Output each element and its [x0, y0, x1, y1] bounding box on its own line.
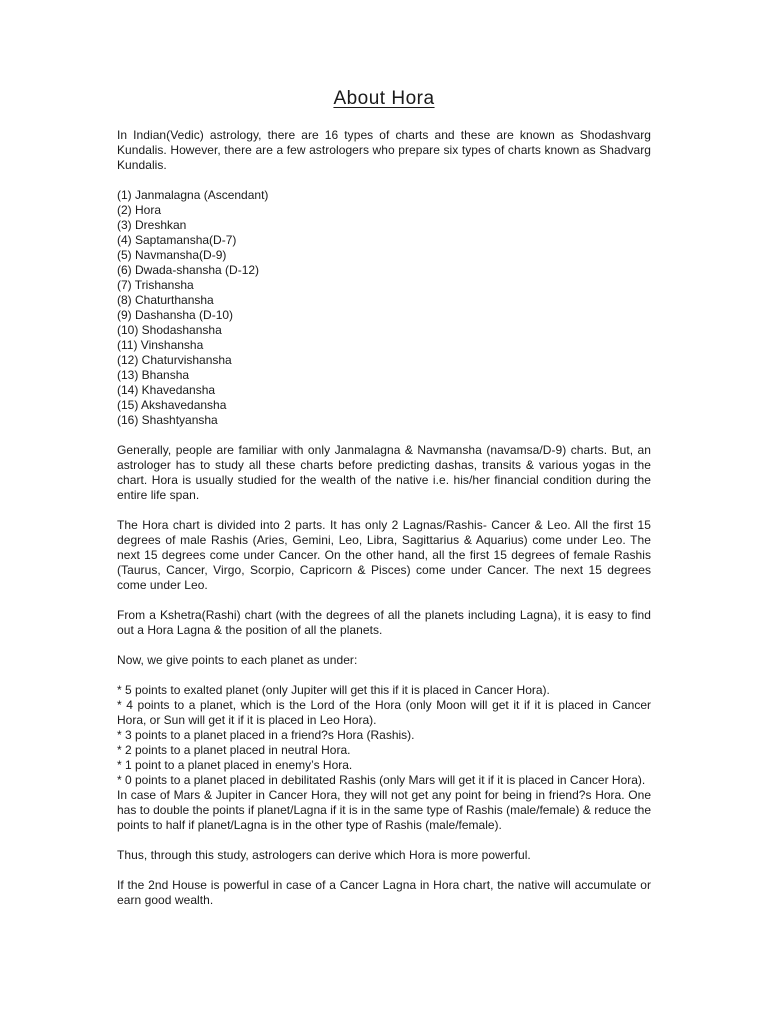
- points-item: * 0 points to a planet placed in debilitated Rashis (only Mars will get it if it is placed in Cancer Hora).: [117, 773, 646, 787]
- wealth-paragraph: If the 2nd House is powerful in case of a Cancer Lagna in Hora chart, the native will accumulate or earn good wealth.: [117, 878, 651, 907]
- list-item: (8) Chaturthansha: [117, 293, 214, 307]
- list-item: (9) Dashansha (D-10): [117, 308, 234, 322]
- conclusion-paragraph: Thus, through this study, astrologers can derive which Hora is more powerful.: [117, 848, 531, 862]
- list-item: (10) Shodashansha: [117, 323, 222, 337]
- points-item: * 1 point to a planet placed in enemy’s Hora.: [117, 758, 353, 772]
- points-item: * 2 points to a planet placed in neutral Hora.: [117, 743, 351, 757]
- list-item: (16) Shashtyansha: [117, 413, 218, 427]
- points-item: * 3 points to a planet placed in a friend?s Hora (Rashis).: [117, 728, 415, 742]
- list-item: (5) Navmansha(D-9): [117, 248, 227, 262]
- list-item: (11) Vinshansha: [117, 338, 204, 352]
- points-note: In case of Mars & Jupiter in Cancer Hora, they will not get any point for being in friend?s Hora. One has to double the points if planet/Lagna if it is in the same type of Rashis (male/female) & reduce the points to half if planet/Lagna is in the other type of Rashis (male/female).: [117, 788, 651, 832]
- list-item: (2) Hora: [117, 203, 162, 217]
- points-item: * 5 points to exalted planet (only Jupiter will get this if it is placed in Cancer Hora).: [117, 683, 550, 697]
- list-item: (14) Khavedansha: [117, 383, 216, 397]
- general-paragraph: Generally, people are familiar with only Janmalagna & Navmansha (navamsa/D-9) charts. But, an astrologer has to study all these charts before predicting dashas, transits & various yogas in the chart. Hora is usually studied for the wealth of the native i.e. his/her financial condition during the entire life span.: [117, 443, 651, 502]
- page-title: About Hora: [333, 88, 435, 109]
- chart-list: [117, 188, 651, 428]
- list-item: (4) Saptamansha(D-7): [117, 233, 237, 247]
- points-item: * 4 points to a planet, which is the Lord of the Hora (only Moon will get it if it is placed in Cancer Hora, or Sun will get it if it is placed in Leo Hora).: [117, 698, 651, 727]
- points-list: [117, 683, 651, 833]
- division-paragraph: The Hora chart is divided into 2 parts. It has only 2 Lagnas/Rashis- Cancer & Leo. All the first 15 degrees of male Rashis (Aries, Gemini, Leo, Libra, Sagittarius & Aquarius) come under Leo. The next 15 degrees come under Cancer. On the other hand, all the first 15 degrees of female Rashis (Taurus, Cancer, Virgo, Scorpio, Capricorn & Pisces) come under Cancer. The next 15 degrees come under Leo.: [117, 518, 651, 592]
- list-item: (3) Dreshkan: [117, 218, 187, 232]
- points-intro-paragraph: Now, we give points to each planet as under:: [117, 653, 358, 667]
- list-item: (12) Chaturvishansha: [117, 353, 232, 367]
- list-item: (15) Akshavedansha: [117, 398, 227, 412]
- intro-paragraph: In Indian(Vedic) astrology, there are 16 types of charts and these are known as Shodashvarg Kundalis. However, there are a few astrologers who prepare six types of charts known as Shadvarg Kundalis.: [117, 128, 651, 172]
- list-item: (6) Dwada-shansha (D-12): [117, 263, 260, 277]
- list-item: (13) Bhansha: [117, 368, 190, 382]
- kshetra-paragraph: From a Kshetra(Rashi) chart (with the degrees of all the planets including Lagna), it is easy to find out a Hora Lagna & the position of all the planets.: [117, 608, 651, 637]
- list-item: (1) Janmalagna (Ascendant): [117, 188, 269, 202]
- document-page: [117, 88, 651, 923]
- list-item: (7) Trishansha: [117, 278, 194, 292]
